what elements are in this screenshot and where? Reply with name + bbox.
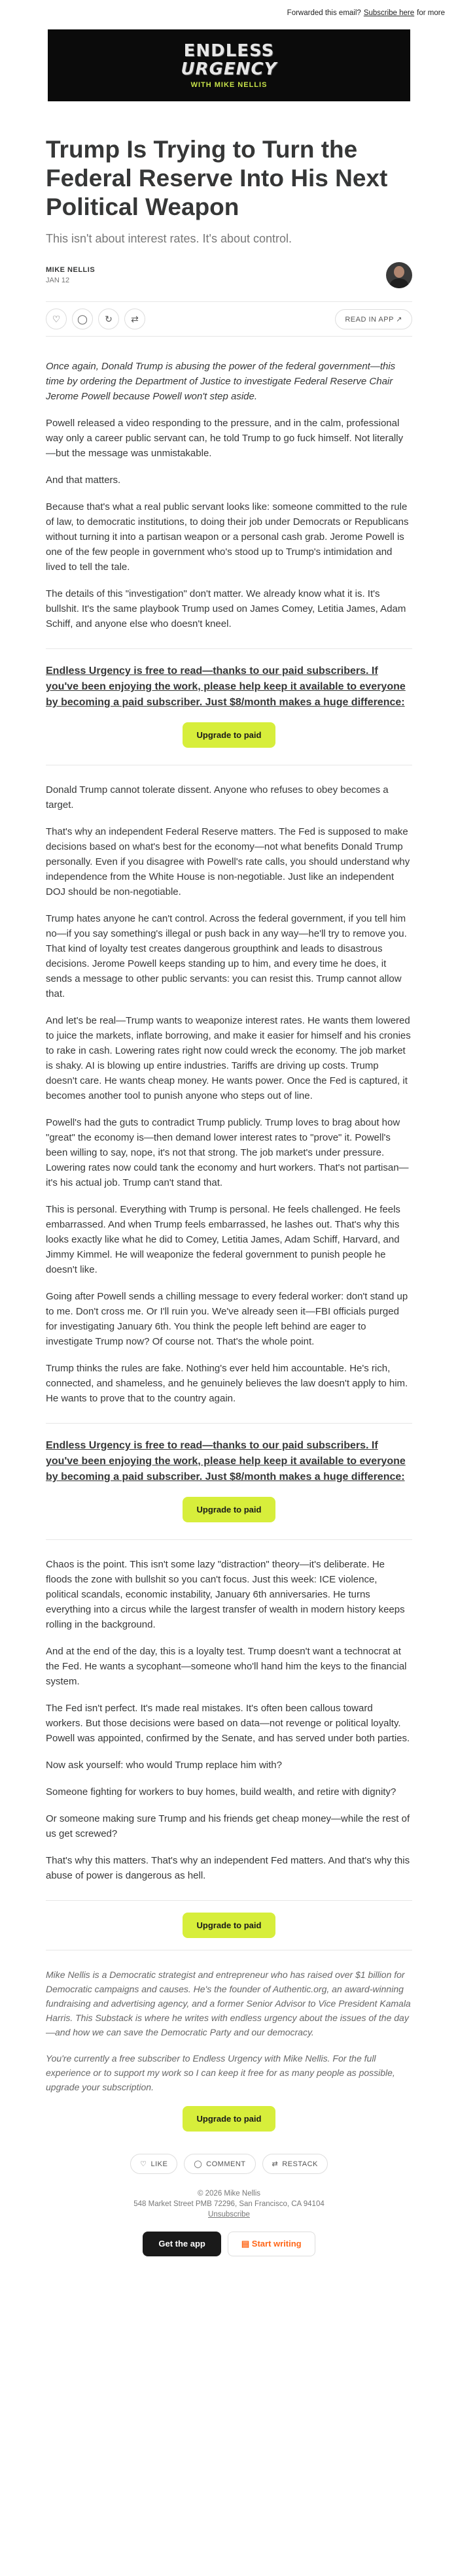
comment-button[interactable]	[72, 309, 93, 329]
copyright: © 2026 Mike Nellis	[197, 2190, 261, 2198]
share-icon: ↻	[105, 313, 113, 324]
author-name[interactable]: MIKE NELLIS	[46, 266, 96, 274]
byline	[46, 262, 412, 288]
paragraph: The Fed isn't perfect. It's made real mistakes. It's often been callous toward workers. But those decisions were based on data—not revenge or political loyalty. Powell was appointed, confirmed by the Senate, and has served under both parties.	[46, 1703, 410, 1744]
restack-icon: ⇄	[131, 313, 139, 324]
bottom-actions	[46, 2154, 412, 2174]
upgrade-button[interactable]: Upgrade to paid	[183, 2106, 276, 2132]
paragraph: Once again, Donald Trump is abusing the power of the federal government—this time by ordering the Department of Justice to investigate Federal Reserve Chair Jerome Powell because Powell won't step aside.	[46, 361, 396, 402]
author-bio	[46, 1967, 412, 2094]
heart-icon: ♡	[52, 313, 61, 324]
banner-line-3: WITH MIKE NELLIS	[190, 81, 268, 89]
paragraph: And that matters.	[46, 475, 121, 486]
read-in-app-button[interactable]: READ IN APP ↗	[335, 309, 412, 329]
paragraph: Trump thinks the rules are fake. Nothing's ever held him accountable. He's rich, connected, and shameless, and he genuinely believes the law doesn't apply to him. He wants to prove that to the country again.	[46, 1363, 408, 1404]
cta-text[interactable]: Endless Urgency is free to read—thanks to our paid subscribers. If you've been enjoying the work, please help keep it available to everyone by becoming a paid subscriber. Just $8/month makes a huge difference:	[46, 665, 406, 708]
paragraph: That's why this matters. That's why an independent Fed matters. And that's why this abuse of power is dangerous as hell.	[46, 1855, 410, 1881]
restack-pill[interactable]	[262, 2154, 328, 2174]
restack-icon: ⇄	[272, 2160, 279, 2168]
paragraph: Or someone making sure Trump and his friends get cheap money—while the rest of us get screwed?	[46, 1813, 410, 1839]
post-date: JAN 12	[46, 276, 70, 284]
comment-pill[interactable]	[184, 2154, 255, 2174]
comment-icon: ◯	[194, 2160, 203, 2168]
post-body	[46, 359, 412, 2132]
paragraph: That's why an independent Federal Reserve matters. The Fed is supposed to make decisions based on what's best for the economy—not what benefits Donald Trump personally. Even if you disagree with Powell's rate calls, you should understand why independence from the White House is non-negotiable. Just like an independent DOJ should be non-negotiable.	[46, 826, 410, 897]
substack-icon: ▤	[241, 2239, 252, 2249]
paragraph: Now ask yourself: who would Trump replace him with?	[46, 1760, 282, 1771]
paragraph: Powell's had the guts to contradict Trump publicly. Trump loves to brag about how "great" the economy is—then demand lower interest rates to "prove" it. Powell's been willing to say, nope, it's not that strong. The job market's under pressure. Lowering rates now could tank the economy and hurt workers. That's not partisan—it's his actual job. Trump can't stand that.	[46, 1117, 409, 1188]
paragraph: Donald Trump cannot tolerate dissent. Anyone who refuses to obey becomes a target.	[46, 784, 389, 811]
paragraph: The details of this "investigation" don't matter. We already know what it is. It's bullshit. It's the same playbook Trump used on James Comey, Letitia James, Adam Schiff, and anyone else who doesn't kneel.	[46, 588, 406, 629]
subscribe-link[interactable]: Subscribe here	[363, 9, 415, 17]
paragraph: Because that's what a real public servant looks like: someone committed to the rule of law, to democratic institutions, to doing their job under Democrats or Republicans without turning it into a partisan weapon or a personal cash grab. Jerome Powell is one of the few people in government who's stood up to Trump's intimidation and lived to tell the tale.	[46, 501, 409, 573]
like-label: LIKE	[150, 2160, 168, 2168]
paragraph: Trump hates anyone he can't control. Across the federal government, if you tell him no—if you say something's illegal or push back in any way—he'll try to remove you. That kind of loyalty test creates dangerous groupthink and leads to disastrous decisions. Jerome Powell keeps standing up to him, and every time he does, it sends a message to other public servants: you can resist this. Trump cannot allow that.	[46, 913, 407, 999]
heart-icon: ♡	[140, 2160, 147, 2168]
forwarded-bar	[0, 0, 458, 26]
subscribe-cta	[46, 648, 412, 765]
email-footer	[46, 2188, 412, 2220]
post-actions	[46, 301, 412, 337]
upgrade-button[interactable]: Upgrade to paid	[183, 1497, 276, 1522]
post-title[interactable]: Trump Is Trying to Turn the Federal Reserve Into His Next Political Weapon	[46, 136, 388, 220]
paragraph: And let's be real—Trump wants to weaponize interest rates. He wants them lowered to juice the markets, inflate borrowing, and make it easier for himself and his cronies to rake in cash. Lowering rates right now could wreck the economy. The job market is shaky. AI is blowing up entire industries. Tariffs are driving up costs. Trump doesn't care. He wants cheap money. He wants power. Once the Fed is captured, it becomes another tool to punish anyone who steps out of line.	[46, 1015, 411, 1101]
paragraph: This is personal. Everything with Trump is personal. He feels challenged. He feels embarrassed. And when Trump feels embarrassed, he lashes out. That's why this looks exactly like what he did to Comey, Letitia James, Adam Schiff, Harvard, and Jimmy Kimmel. He will weaponize the federal government to punish people he doesn't like.	[46, 1204, 400, 1275]
footer-buttons	[46, 2232, 412, 2256]
paragraph: Someone fighting for workers to buy homes, build wealth, and retire with dignity?	[46, 1786, 396, 1798]
comment-label: COMMENT	[206, 2160, 246, 2168]
comment-icon: ◯	[77, 313, 88, 324]
body-section-2	[46, 782, 412, 1406]
forwarded-text: Forwarded this email?	[287, 9, 361, 17]
restack-button[interactable]	[124, 309, 145, 329]
banner-line-2: URGENCY	[181, 59, 277, 79]
upgrade-button[interactable]: Upgrade to paid	[183, 1913, 276, 1938]
publication-banner[interactable]	[48, 29, 410, 101]
address: 548 Market Street PMB 72296, San Francisco, CA 94104	[133, 2200, 325, 2208]
share-button[interactable]	[98, 309, 119, 329]
cta-text[interactable]: Endless Urgency is free to read—thanks to our paid subscribers. If you've been enjoying the work, please help keep it available to everyone by becoming a paid subscriber. Just $8/month makes a huge difference:	[46, 1440, 406, 1482]
bio-paragraph: You're currently a free subscriber to Endless Urgency with Mike Nellis. For the full experience or to support my work so I can keep it free for as many people as possible, upgrade your subscription.	[46, 2053, 395, 2092]
start-writing-label: Start writing	[251, 2239, 302, 2249]
restack-label: RESTACK	[282, 2160, 318, 2168]
subscribe-cta	[46, 1423, 412, 1540]
like-pill[interactable]	[130, 2154, 177, 2174]
banner-line-1: ENDLESS	[183, 41, 275, 61]
upgrade-button[interactable]: Upgrade to paid	[183, 722, 276, 748]
paragraph: Chaos is the point. This isn't some lazy "distraction" theory—it's deliberate. He floods the zone with bullshit so you can't focus. Just this week: ICE violence, political scandals, economic instability, January 6th anniversaries. He turns everything into a circus while the largest transfer of wealth in modern history keeps rolling in the background.	[46, 1559, 405, 1630]
paragraph: And at the end of the day, this is a loyalty test. Trump doesn't want a technocrat at the Fed. He wants a sycophant—someone who'll hand him the keys to the financial system.	[46, 1646, 407, 1687]
forwarded-suffix: for more	[417, 9, 445, 17]
like-button[interactable]	[46, 309, 67, 329]
paragraph: Powell released a video responding to the pressure, and in the calm, professional way only a career public servant can, he told Trump to go fuck himself. Not literally—but the message was unmistakable.	[46, 418, 404, 459]
post-subtitle: This isn't about interest rates. It's about control.	[46, 232, 292, 245]
body-section-1	[46, 359, 412, 631]
author-avatar[interactable]	[386, 262, 412, 288]
get-app-button[interactable]: Get the app	[143, 2232, 221, 2256]
unsubscribe-link[interactable]: Unsubscribe	[208, 2211, 250, 2218]
paragraph: Going after Powell sends a chilling message to every federal worker: don't stand up to me. Don't cross me. Or I'll ruin you. We've already seen it—FBI officials purged for investigating January 6th. You think the people left behind are eager to investigate Trump now? Of course not. That's the whole point.	[46, 1291, 408, 1347]
subscribe-cta-short	[46, 1900, 412, 1950]
body-section-3	[46, 1557, 412, 1883]
bio-paragraph: Mike Nellis is a Democratic strategist and entrepreneur who has raised over $1 billion for Democratic campaigns and causes. He's the founder of Authentic.org, an award-winning fundraising and advertising agency, and a former Senior Advisor to Vice President Kamala Harris. This Substack is where he writes with endless urgency about the issues of the day—and how we can save the Democratic Party and our democracy.	[46, 1969, 411, 2037]
start-writing-button[interactable]	[228, 2232, 315, 2256]
